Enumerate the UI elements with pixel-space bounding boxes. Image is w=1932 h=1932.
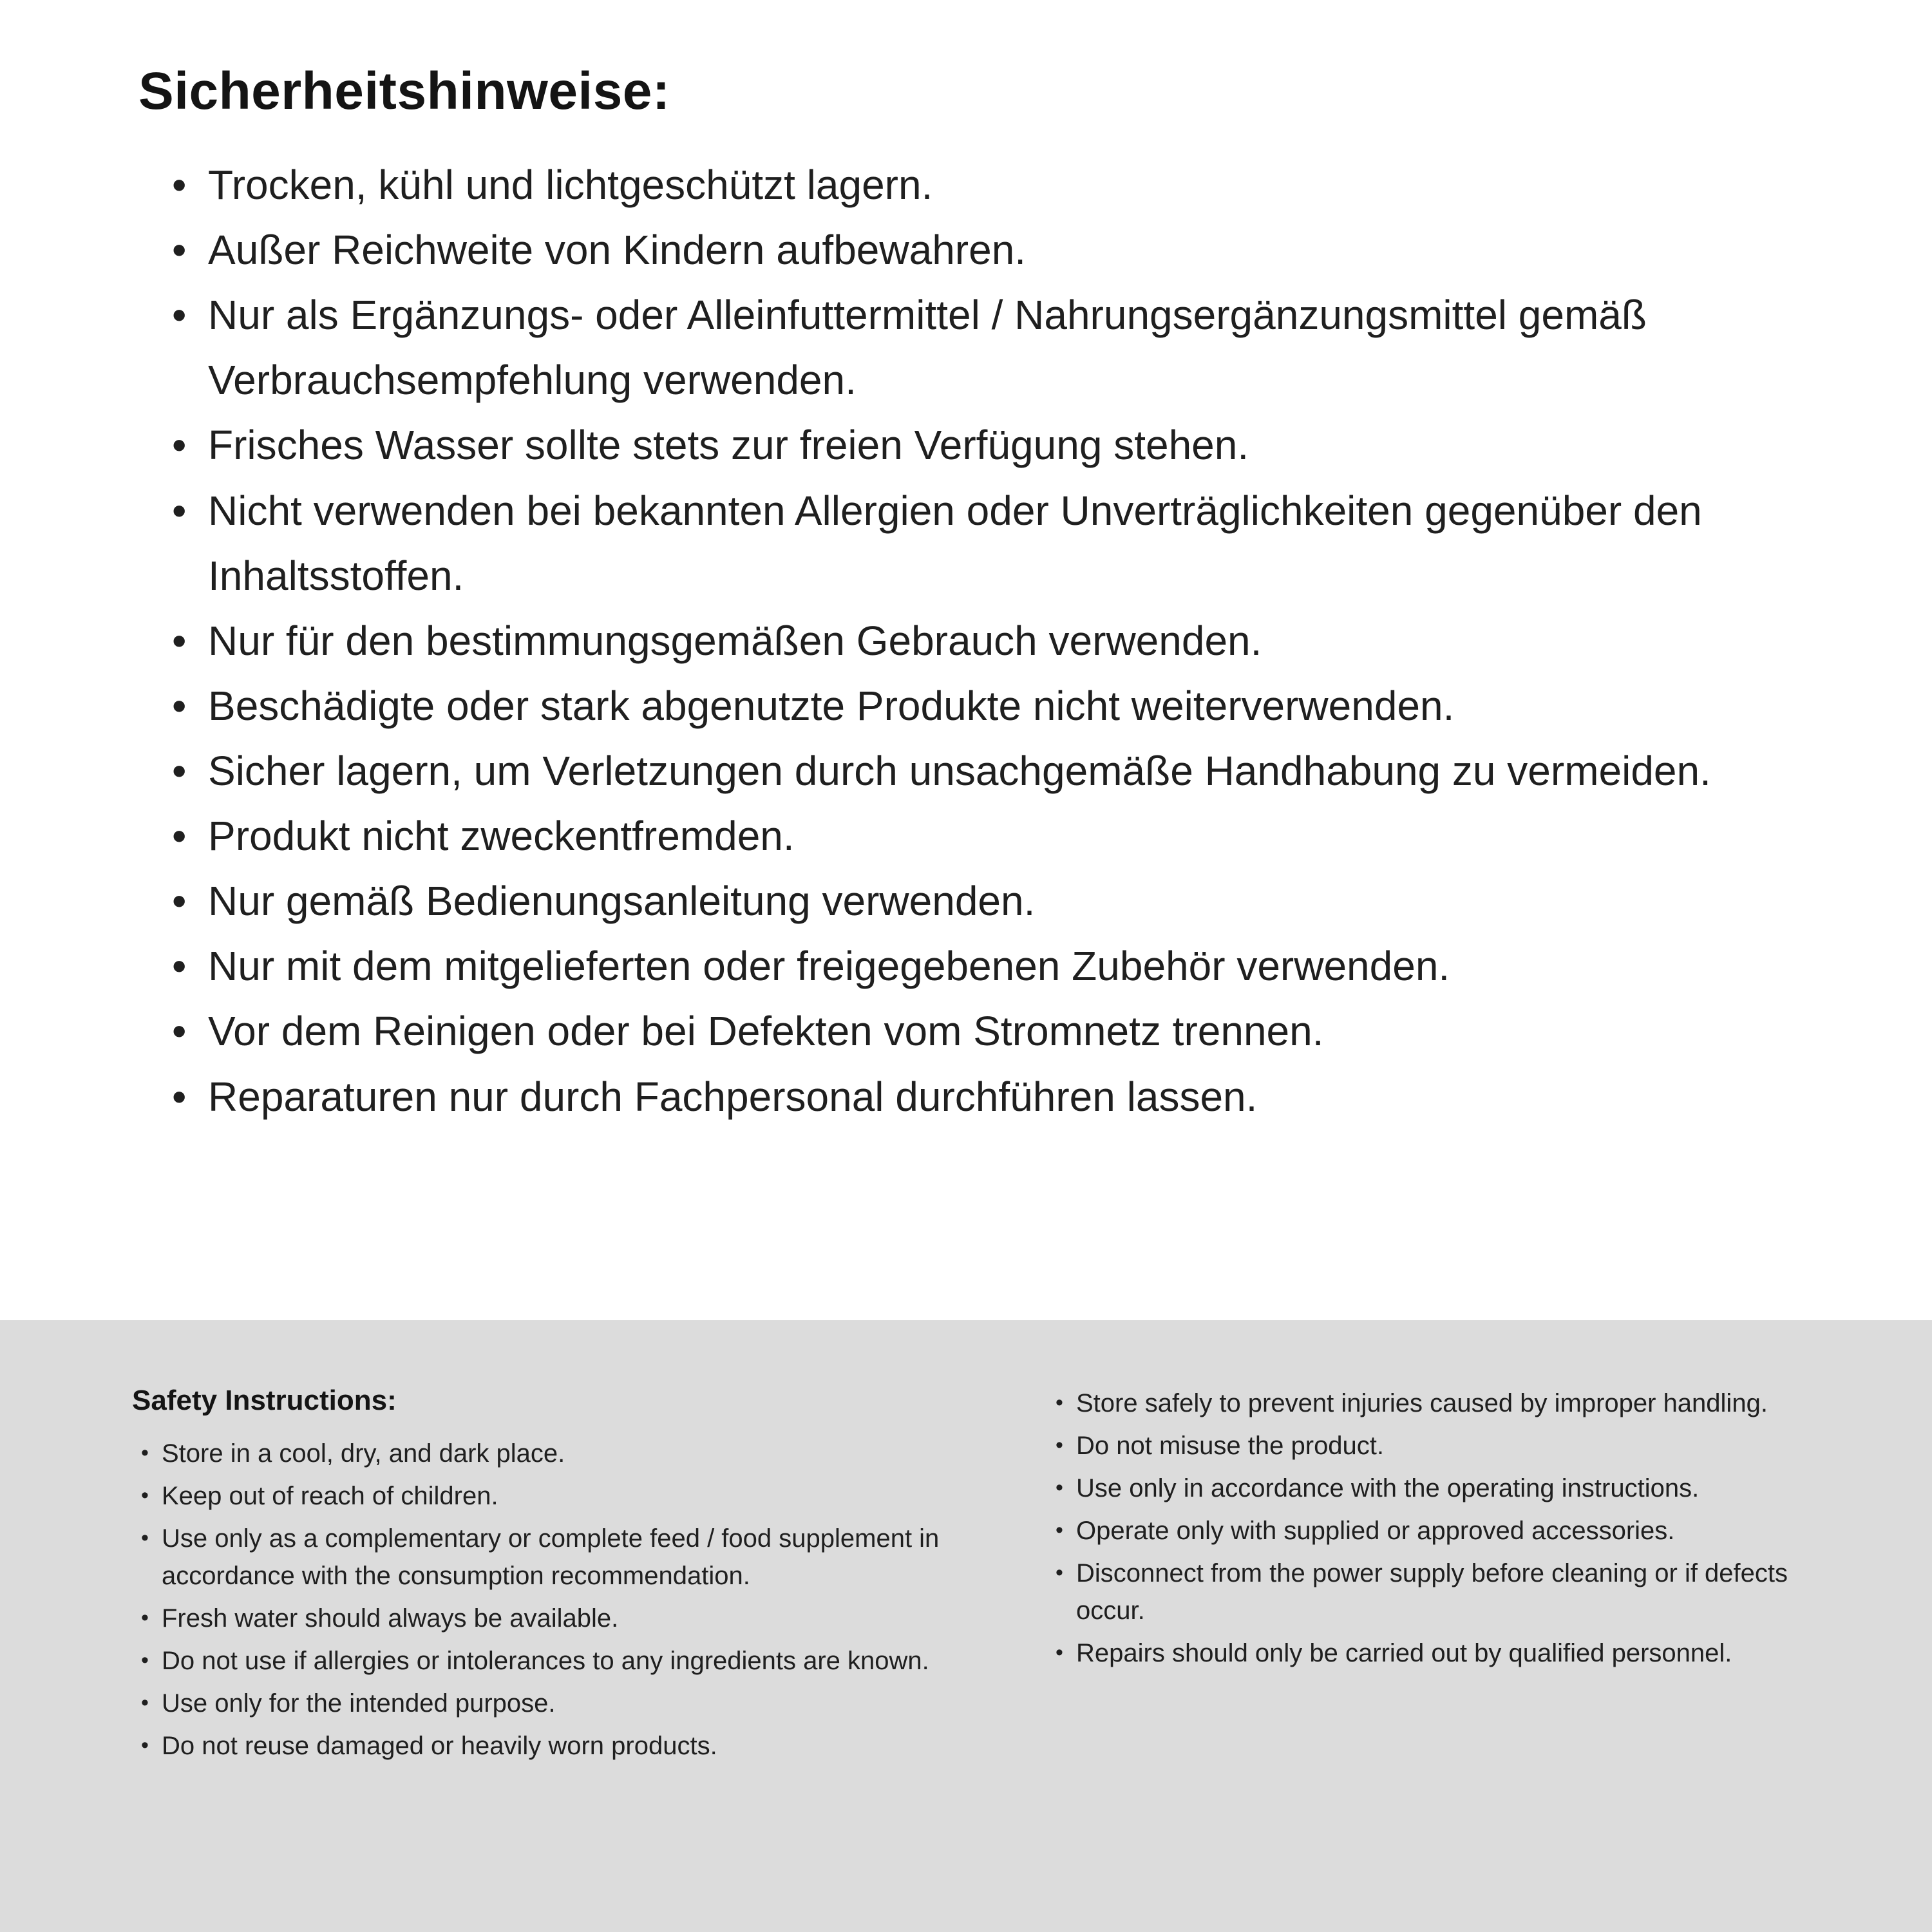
german-safety-item: • Nur gemäß Bedienungsanleitung verwenden. xyxy=(138,869,1826,934)
english-safety-item: • Use only as a complementary or complete feed / food supplement in accordance with the consumption recommendation. xyxy=(132,1520,963,1595)
english-left-column xyxy=(132,1385,963,1893)
english-safety-item: • Keep out of reach of children. xyxy=(132,1477,963,1515)
german-safety-item: • Beschädigte oder stark abgenutzte Produkte nicht weiterverwenden. xyxy=(138,674,1826,739)
english-safety-item: • Disconnect from the power supply before cleaning or if defects occur. xyxy=(1046,1555,1845,1629)
english-safety-list-left xyxy=(132,1435,963,1765)
english-safety-item: • Store safely to prevent injuries caused by improper handling. xyxy=(1046,1385,1845,1422)
german-safety-item: • Vor dem Reinigen oder bei Defekten vom Stromnetz trennen. xyxy=(138,999,1826,1064)
english-section xyxy=(0,1320,1932,1932)
english-right-column xyxy=(1046,1385,1845,1893)
german-safety-item: • Nur für den bestimmungsgemäßen Gebrauch verwenden. xyxy=(138,609,1826,674)
english-safety-item: • Do not misuse the product. xyxy=(1046,1427,1845,1464)
german-safety-item: • Nicht verwenden bei bekannten Allergien oder Unverträglichkeiten gegenüber den Inhaltsstoffen. xyxy=(138,478,1826,609)
german-safety-list xyxy=(138,153,1826,1130)
english-safety-item: • Do not reuse damaged or heavily worn products. xyxy=(132,1727,963,1765)
english-safety-item: • Use only for the intended purpose. xyxy=(132,1685,963,1722)
english-heading: Safety Instructions: xyxy=(132,1385,397,1416)
german-safety-item: • Nur als Ergänzungs- oder Alleinfuttermittel / Nahrungsergänzungsmittel gemäß Verbrauchsempfehlung verwenden. xyxy=(138,283,1826,413)
english-safety-item: • Fresh water should always be available. xyxy=(132,1600,963,1637)
english-safety-list-right xyxy=(1046,1385,1845,1672)
english-safety-item: • Operate only with supplied or approved accessories. xyxy=(1046,1512,1845,1549)
german-safety-item: • Außer Reichweite von Kindern aufbewahren. xyxy=(138,218,1826,283)
german-safety-item: • Reparaturen nur durch Fachpersonal durchführen lassen. xyxy=(138,1065,1826,1130)
german-safety-item: • Produkt nicht zweckentfremden. xyxy=(138,804,1826,869)
german-safety-item: • Frisches Wasser sollte stets zur freien Verfügung stehen. xyxy=(138,413,1826,478)
english-safety-item: • Store in a cool, dry, and dark place. xyxy=(132,1435,963,1472)
german-safety-item: • Trocken, kühl und lichtgeschützt lagern. xyxy=(138,153,1826,218)
german-heading: Sicherheitshinweise: xyxy=(138,62,670,120)
german-safety-item: • Sicher lagern, um Verletzungen durch unsachgemäße Handhabung zu vermeiden. xyxy=(138,739,1826,804)
english-safety-item: • Do not use if allergies or intolerances to any ingredients are known. xyxy=(132,1642,963,1680)
german-safety-item: • Nur mit dem mitgelieferten oder freigegebenen Zubehör verwenden. xyxy=(138,934,1826,999)
english-safety-item: • Repairs should only be carried out by qualified personnel. xyxy=(1046,1634,1845,1672)
english-safety-item: • Use only in accordance with the operating instructions. xyxy=(1046,1470,1845,1507)
